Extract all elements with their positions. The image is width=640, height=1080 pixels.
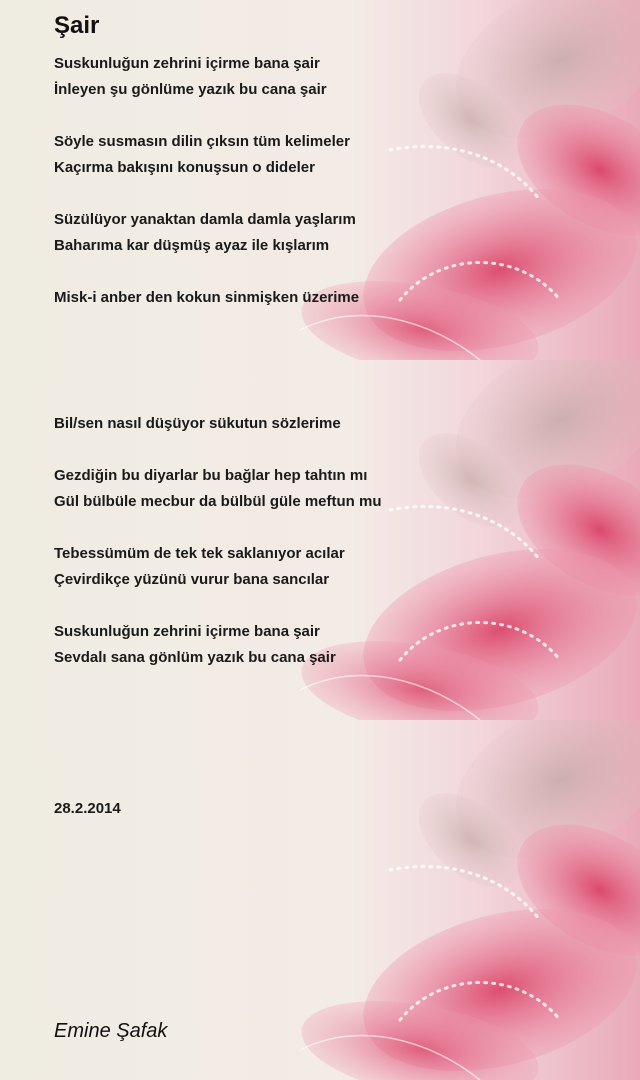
- poem-line: Sevdalı sana gönlüm yazık bu cana şair: [54, 649, 336, 666]
- stanza-7: [54, 541, 345, 593]
- stanza-3: [54, 207, 356, 259]
- poem-line: Kaçırma bakışını konuşsun o dideler: [54, 159, 315, 176]
- poem-line: Bil/sen nasıl düşüyor sükutun sözlerime: [54, 415, 341, 432]
- poem-line: Çevirdikçe yüzünü vurur bana sancılar: [54, 571, 330, 588]
- poem-date: 28.2.2014: [54, 800, 121, 817]
- poem-line: Baharıma kar düşmüş ayaz ile kışlarım: [54, 237, 330, 254]
- stanza-1: [54, 51, 327, 103]
- poem-line: Söyle susmasın dilin çıksın tüm kelimeler: [54, 133, 350, 150]
- poem-line: Süzülüyor yanaktan damla damla yaşlarım: [54, 211, 356, 228]
- poem-line: Misk-i anber den kokun sinmişken üzerime: [54, 289, 360, 306]
- poem-line: İnleyen şu gönlüme yazık bu cana şair: [54, 81, 327, 98]
- poem-line: Suskunluğun zehrini içirme bana şair: [54, 55, 320, 72]
- poem-title: Şair: [54, 12, 100, 39]
- stanza-2: [54, 129, 350, 181]
- stanza-5: [54, 411, 341, 437]
- poem-line: Tebessümüm de tek tek saklanıyor acılar: [54, 545, 345, 562]
- stanza-6: [54, 463, 382, 515]
- stanza-8: [54, 619, 336, 671]
- poem-author: Emine Şafak: [54, 1020, 168, 1042]
- stanza-4: [54, 285, 359, 311]
- poem-line: Gezdiğin bu diyarlar bu bağlar hep tahtın mı: [54, 467, 368, 484]
- poem-line: Suskunluğun zehrini içirme bana şair: [54, 623, 320, 640]
- poem-line: Gül bülbüle mecbur da bülbül güle meftun mu: [54, 493, 382, 510]
